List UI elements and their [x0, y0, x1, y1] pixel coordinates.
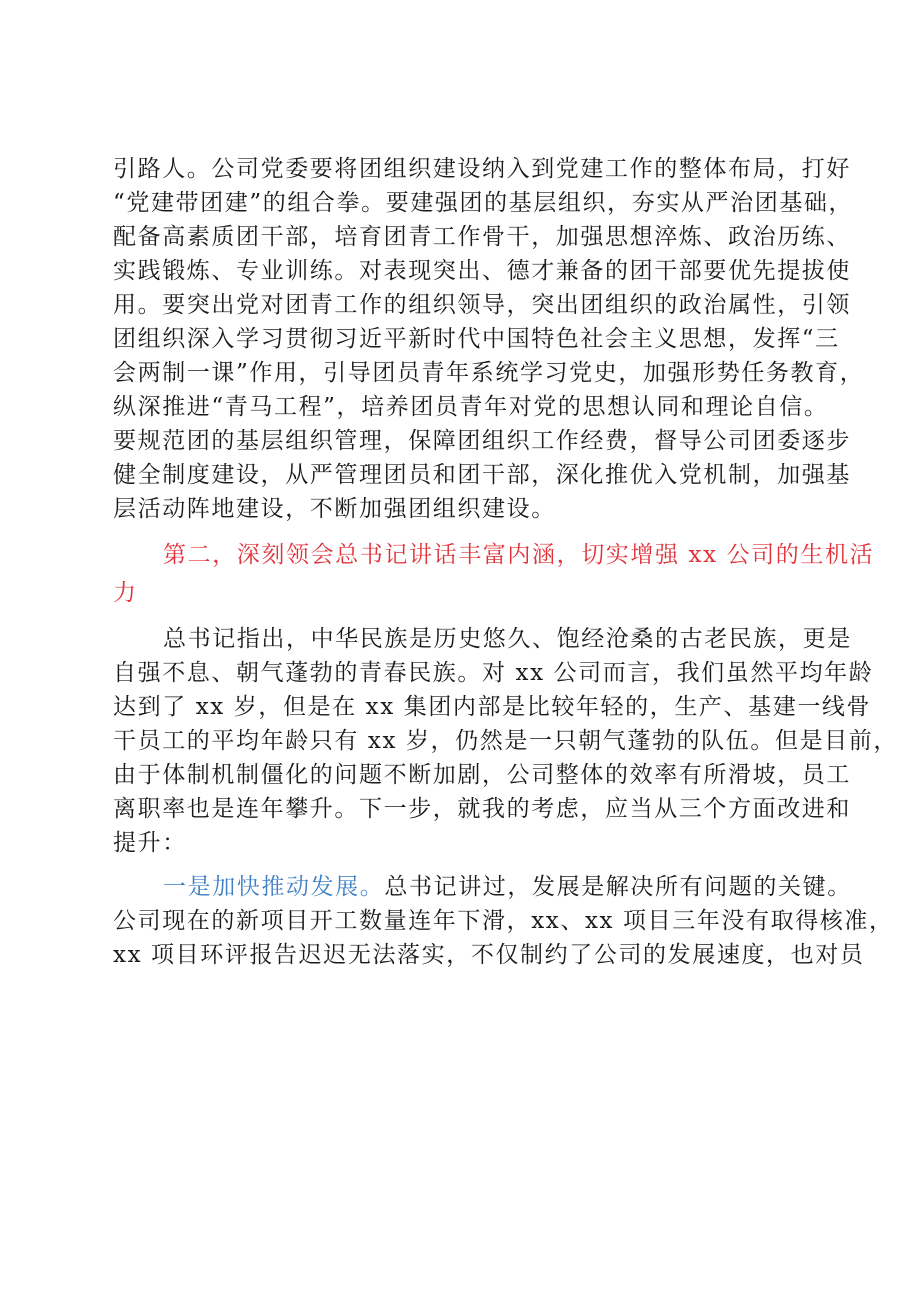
body-text-line: 要规范团的基层组织管理，保障团组织工作经费，督导公司团委逐步 — [113, 428, 851, 454]
body-text-line: 总书记指出，中华民族是历史悠久、饱经沧桑的古老民族，更是 — [163, 626, 852, 652]
body-text-line: 干员工的平均年龄只有 xx 岁，仍然是一只朝气蓬勃的队伍。但是目前， — [113, 728, 898, 754]
body-text-line: 达到了 xx 岁，但是在 xx 集团内部是比较年轻的，生产、基建一线骨 — [113, 694, 872, 720]
body-text-line — [163, 876, 852, 899]
body-text-line: 公司现在的新项目开工数量连年下滑，xx、xx 项目三年没有取得核准， — [113, 908, 894, 934]
body-text-line: 由于体制机制僵化的问题不断加剧，公司整体的效率有所滑坡，员工 — [113, 762, 851, 788]
body-text-line: 实践锻炼、专业训练。对表现突出、德才兼备的团干部要优先提拔使 — [113, 258, 851, 284]
section-heading-continued: 力 — [113, 580, 138, 606]
body-text-line: 会两制一课”作用，引导团员青年系统学习党史，加强形势任务教育， — [113, 360, 865, 386]
body-text-line: 提升： — [113, 830, 187, 856]
body-text-segment: 总书记讲过，发展是解决所有问题的关键。 — [384, 874, 852, 900]
body-text-line: 配备高素质团干部，培育团青工作骨干，加强思想淬炼、政治历练、 — [113, 224, 851, 250]
point-highlight: 一是加快推动发展。 — [163, 874, 385, 900]
section-heading: 第二，深刻领会总书记讲话丰富内涵，切实增强 xx 公司的生机活 — [163, 542, 875, 568]
body-text-line: 团组织深入学习贯彻习近平新时代中国特色社会主义思想，发挥“三 — [113, 326, 840, 352]
body-text-line: “党建带团建”的组合拳。要建强团的基层组织，夯实从严治团基础， — [113, 190, 854, 216]
body-text-line: 健全制度建设，从严管理团员和团干部，深化推优入党机制，加强基 — [113, 462, 851, 488]
body-text-line: 用。要突出党对团青工作的组织领导，突出团组织的政治属性，引领 — [113, 292, 851, 318]
body-text-line: 引路人。公司党委要将团组织建设纳入到党建工作的整体布局，打好 — [113, 156, 851, 182]
body-text-line: xx 项目环评报告迟迟无法落实，不仅制约了公司的发展速度，也对员 — [113, 942, 865, 968]
body-text-line: 纵深推进“青马工程”，培养团员青年对党的思想认同和理论自信。 — [113, 394, 829, 420]
body-text-line: 层活动阵地建设，不断加强团组织建设。 — [113, 496, 556, 522]
body-text-line: 自强不息、朝气蓬勃的青春民族。对 xx 公司而言，我们虽然平均年龄 — [113, 660, 874, 686]
body-text-line: 离职率也是连年攀升。下一步，就我的考虑，应当从三个方面改进和 — [113, 796, 851, 822]
